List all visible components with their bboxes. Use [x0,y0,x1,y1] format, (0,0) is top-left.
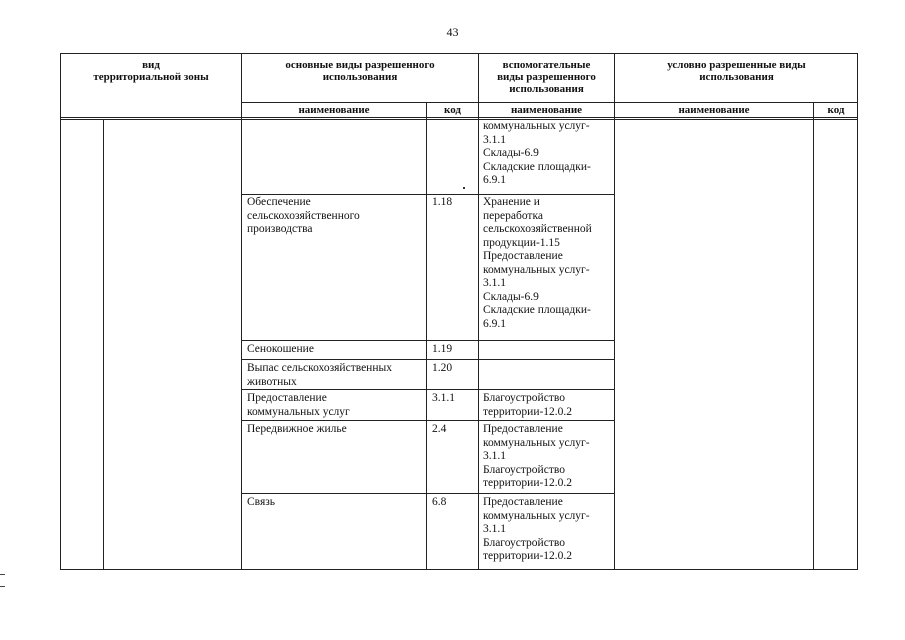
divider [426,102,427,570]
subheader-main-code: код [444,104,461,116]
divider [241,340,614,341]
header-zone-type: вид территориальной зоны [93,59,209,83]
zoning-table [60,53,858,570]
table-row-code: 1.19 [432,343,453,355]
header-aux-uses: вспомогательные виды разрешенного использования [497,59,596,95]
page-number: 43 [446,25,459,39]
table-row-code: 1.20 [432,362,453,374]
table-row-code: 6.8 [432,496,447,508]
divider [241,194,614,195]
divider [103,119,104,570]
header-main-uses: основные виды разрешенного использования [285,59,435,83]
divider [61,117,858,118]
table-row-name: Связь [247,496,276,508]
subheader-cond-name: наименование [678,104,750,116]
subheader-cond-code: код [827,104,845,116]
table-row-name: Сенокошение [247,343,314,355]
divider [241,359,614,360]
scan-dot [463,187,465,189]
table-row-aux: Предоставление коммунальных услуг- 3.1.1 Благоустройство территории-12.0.2 [483,423,590,489]
scan-mark [0,574,5,575]
table-row-name: Выпас сельскохозяйственных животных [247,362,392,388]
table-row-code: 3.1.1 [432,392,455,404]
scan-mark [0,586,5,587]
subheader-main-name: наименование [298,104,370,116]
table-row-code: 1.18 [432,196,453,208]
divider [241,102,858,103]
table-row-aux: Предоставление коммунальных услуг- 3.1.1 Благоустройство территории-12.0.2 [483,496,590,562]
table-row-code: 2.4 [432,423,447,435]
table-row-aux: Благоустройство территории-12.0.2 [483,392,573,418]
divider [241,389,614,390]
divider [614,54,615,570]
header-conditional-uses: условно разрешенные виды использования [667,59,806,83]
divider [61,119,858,120]
divider [241,493,614,494]
subheader-aux-name: наименование [510,104,583,116]
divider [813,102,814,570]
table-row-aux: Хранение и переработка сельскохозяйственной продукции-1.15 Предоставление коммунальных услуг- 3.1.1 Склады-6.9 Складские площадки- 6.9.1 [483,196,592,330]
divider [241,420,614,421]
table-row-name: Передвижное жилье [247,423,347,435]
table-row-name: Обеспечение сельскохозяйственного производства [247,196,360,235]
table-row-aux: коммунальных услуг- 3.1.1 Склады-6.9 Складские площадки- 6.9.1 [483,120,591,186]
table-row-name: Предоставление коммунальных услуг [247,392,350,418]
